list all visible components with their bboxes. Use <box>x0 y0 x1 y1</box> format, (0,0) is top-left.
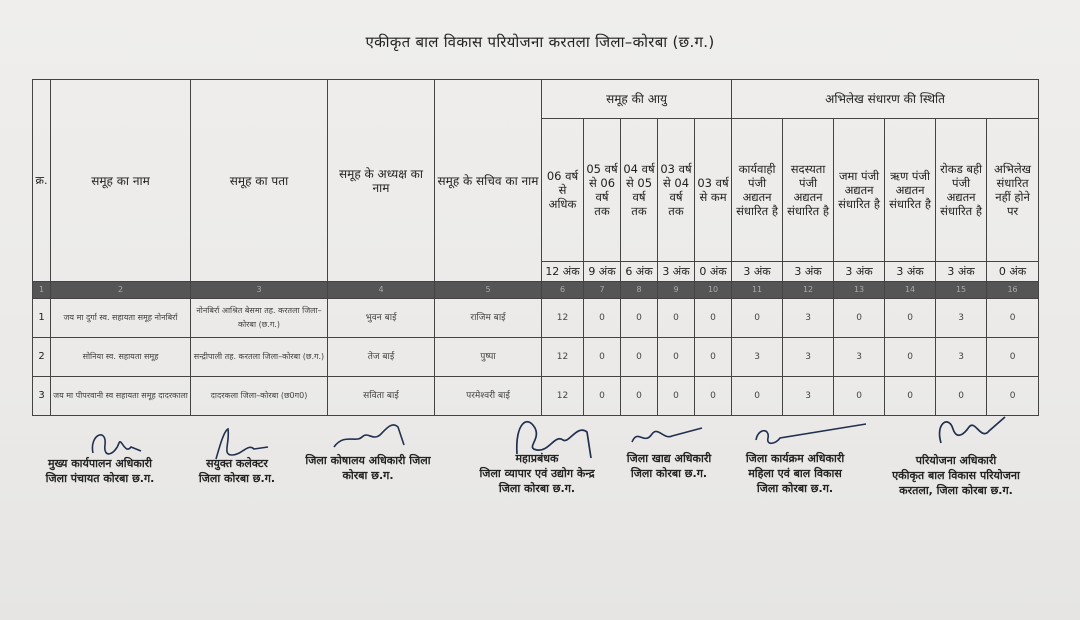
header-record-col: सदस्यता पंजी अद्यतन संधारित है <box>783 119 834 262</box>
row-value: 0 <box>732 377 783 416</box>
signature-block-food-officer <box>614 420 724 481</box>
row-value: 0 <box>695 299 732 338</box>
signature-office: जिला पंचायत कोरबा छ.ग. <box>45 472 155 485</box>
index-cell: 8 <box>621 282 658 299</box>
row-value: 0 <box>987 338 1039 377</box>
row-value: 3 <box>732 338 783 377</box>
signature-title: मुख्य कार्यपालन अधिकारी <box>47 457 153 470</box>
row-value: 0 <box>584 299 621 338</box>
row-group-name: सोनिया स्व. सहायता समूह <box>51 338 191 377</box>
signature-block-ceo <box>30 425 170 486</box>
row-group-name: जय मा पीपरवानी स्व सहायता समूह दादरकाला <box>51 377 191 416</box>
signature-office: महिला एवं बाल विकास <box>748 467 842 480</box>
row-group-address: दादरकला जिला–कोरबा (छ0ग0) <box>191 377 328 416</box>
signature-title: जिला कोषालय अधिकारी जिला <box>305 454 431 467</box>
signature-office: जिला व्यापार एवं उद्योग केन्द्र <box>479 467 595 480</box>
row-value: 0 <box>621 299 658 338</box>
header-age-group: समूह की आयु <box>542 80 732 119</box>
marks-cell: 0 अंक <box>695 262 732 282</box>
signature-mark <box>202 425 272 465</box>
row-value: 0 <box>658 377 695 416</box>
row-value: 3 <box>936 338 987 377</box>
header-record-col: अभिलेख संधारित नहीं होने पर <box>987 119 1039 262</box>
row-sr: 3 <box>33 377 51 416</box>
header-age-col: 03 वर्ष से 04 वर्ष तक <box>658 119 695 262</box>
signature-block-joint-collector <box>182 425 292 486</box>
row-value: 0 <box>658 299 695 338</box>
marks-cell: 6 अंक <box>621 262 658 282</box>
signature-block-project-officer <box>876 411 1036 498</box>
table-row <box>33 299 1039 338</box>
signature-title: सयुक्त कलेक्टर <box>206 457 268 470</box>
header-record-status: अभिलेख संधारण की स्थिति <box>732 80 1039 119</box>
header-age-col: 05 वर्ष से 06 वर्ष तक <box>584 119 621 262</box>
row-value: 0 <box>658 338 695 377</box>
signature-mark <box>750 420 870 450</box>
column-index-row <box>33 282 1039 299</box>
row-value: 0 <box>834 377 885 416</box>
row-sr: 2 <box>33 338 51 377</box>
signature-office: कोरबा छ.ग. <box>342 469 394 482</box>
row-value: 0 <box>936 377 987 416</box>
row-value: 3 <box>936 299 987 338</box>
header-record-col: ऋण पंजी अद्यतन संधारित है <box>885 119 936 262</box>
row-value: 0 <box>885 299 936 338</box>
row-value: 0 <box>621 377 658 416</box>
row-value: 0 <box>584 338 621 377</box>
signature-mark <box>85 425 145 465</box>
row-value: 3 <box>834 338 885 377</box>
signature-location: करतला, जिला कोरबा छ.ग. <box>899 484 1013 497</box>
marks-cell: 9 अंक <box>584 262 621 282</box>
index-cell: 5 <box>435 282 542 299</box>
row-value: 3 <box>783 377 834 416</box>
row-value: 0 <box>584 377 621 416</box>
index-cell: 4 <box>328 282 435 299</box>
row-value: 12 <box>542 377 584 416</box>
header-group-address: समूह का पता <box>191 80 328 282</box>
header-record-col: जमा पंजी अद्यतन संधारित है <box>834 119 885 262</box>
index-cell: 11 <box>732 282 783 299</box>
index-cell: 10 <box>695 282 732 299</box>
index-cell: 1 <box>33 282 51 299</box>
row-secretary: राजिम बाई <box>435 299 542 338</box>
index-cell: 2 <box>51 282 191 299</box>
marks-cell: 3 अंक <box>885 262 936 282</box>
signature-location: जिला कोरबा छ.ग. <box>498 482 576 495</box>
marks-cell: 3 अंक <box>936 262 987 282</box>
marks-cell: 0 अंक <box>987 262 1039 282</box>
row-sr: 1 <box>33 299 51 338</box>
signature-title: जिला खाद्य अधिकारी <box>626 452 712 465</box>
table-row <box>33 377 1039 416</box>
row-value: 0 <box>987 377 1039 416</box>
index-cell: 15 <box>936 282 987 299</box>
row-president: भुवन बाई <box>328 299 435 338</box>
header-record-col: कार्यवाही पंजी अद्यतन संधारित है <box>732 119 783 262</box>
signature-office: एकीकृत बाल विकास परियोजना <box>892 469 1020 482</box>
signature-mark <box>624 420 704 450</box>
index-cell: 13 <box>834 282 885 299</box>
row-secretary: परमेश्वरी बाई <box>435 377 542 416</box>
row-value: 0 <box>695 338 732 377</box>
index-cell: 12 <box>783 282 834 299</box>
marks-cell: 3 अंक <box>658 262 695 282</box>
row-president: तेज बाई <box>328 338 435 377</box>
signature-office: जिला कोरबा छ.ग. <box>630 467 708 480</box>
header-secretary: समूह के सचिव का नाम <box>435 80 542 282</box>
signature-mark <box>328 417 408 457</box>
row-value: 0 <box>885 377 936 416</box>
row-value: 0 <box>695 377 732 416</box>
group-evaluation-table <box>32 79 1039 416</box>
marks-cell: 12 अंक <box>542 262 584 282</box>
table-row <box>33 338 1039 377</box>
header-president: समूह के अध्यक्ष का नाम <box>328 80 435 282</box>
signature-title: जिला कार्यक्रम अधिकारी <box>745 452 845 465</box>
document-title: एकीकृत बाल विकास परियोजना करतला जिला–कोरबा (छ.ग.) <box>365 33 715 51</box>
row-value: 0 <box>621 338 658 377</box>
signature-block-general-manager <box>452 414 622 496</box>
index-cell: 14 <box>885 282 936 299</box>
row-value: 0 <box>987 299 1039 338</box>
index-cell: 9 <box>658 282 695 299</box>
index-cell: 3 <box>191 282 328 299</box>
signature-office: जिला कोरबा छ.ग. <box>198 472 276 485</box>
row-value: 0 <box>732 299 783 338</box>
row-value: 3 <box>783 299 834 338</box>
signature-block-treasury-officer <box>298 417 438 483</box>
signature-location: जिला कोरबा छ.ग. <box>756 482 834 495</box>
row-value: 0 <box>834 299 885 338</box>
row-value: 3 <box>783 338 834 377</box>
header-age-col: 04 वर्ष से 05 वर्ष तक <box>621 119 658 262</box>
header-age-col: 06 वर्ष से अधिक <box>542 119 584 262</box>
index-cell: 6 <box>542 282 584 299</box>
marks-cell: 3 अंक <box>732 262 783 282</box>
signature-block-program-officer <box>730 420 860 496</box>
index-cell: 7 <box>584 282 621 299</box>
row-value: 12 <box>542 338 584 377</box>
signature-title: महाप्रबंधक <box>515 452 559 465</box>
row-value: 12 <box>542 299 584 338</box>
row-value: 0 <box>885 338 936 377</box>
row-group-address: नोनबिर्रा आश्रित बेसमा तह. करतला जिला–कोरबा (छ.ग.) <box>191 299 328 338</box>
header-age-col: 03 वर्ष से कम <box>695 119 732 262</box>
header-sr: क्र. <box>33 80 51 282</box>
signature-title: परियोजना अधिकारी <box>915 454 997 467</box>
row-secretary: पुष्पा <box>435 338 542 377</box>
header-record-col: रोकड बही पंजी अद्यतन संधारित है <box>936 119 987 262</box>
row-group-address: सन्द्रीपाली तह. करतला जिला–कोरबा (छ.ग.) <box>191 338 328 377</box>
header-group-name: समूह का नाम <box>51 80 191 282</box>
row-president: सविता बाई <box>328 377 435 416</box>
marks-cell: 3 अंक <box>834 262 885 282</box>
row-group-name: जय मा दुर्गा स्व. सहायता समूह नोनबिर्रा <box>51 299 191 338</box>
marks-cell: 3 अंक <box>783 262 834 282</box>
signature-mark <box>931 411 1011 451</box>
index-cell: 16 <box>987 282 1039 299</box>
signature-mark <box>507 414 597 464</box>
